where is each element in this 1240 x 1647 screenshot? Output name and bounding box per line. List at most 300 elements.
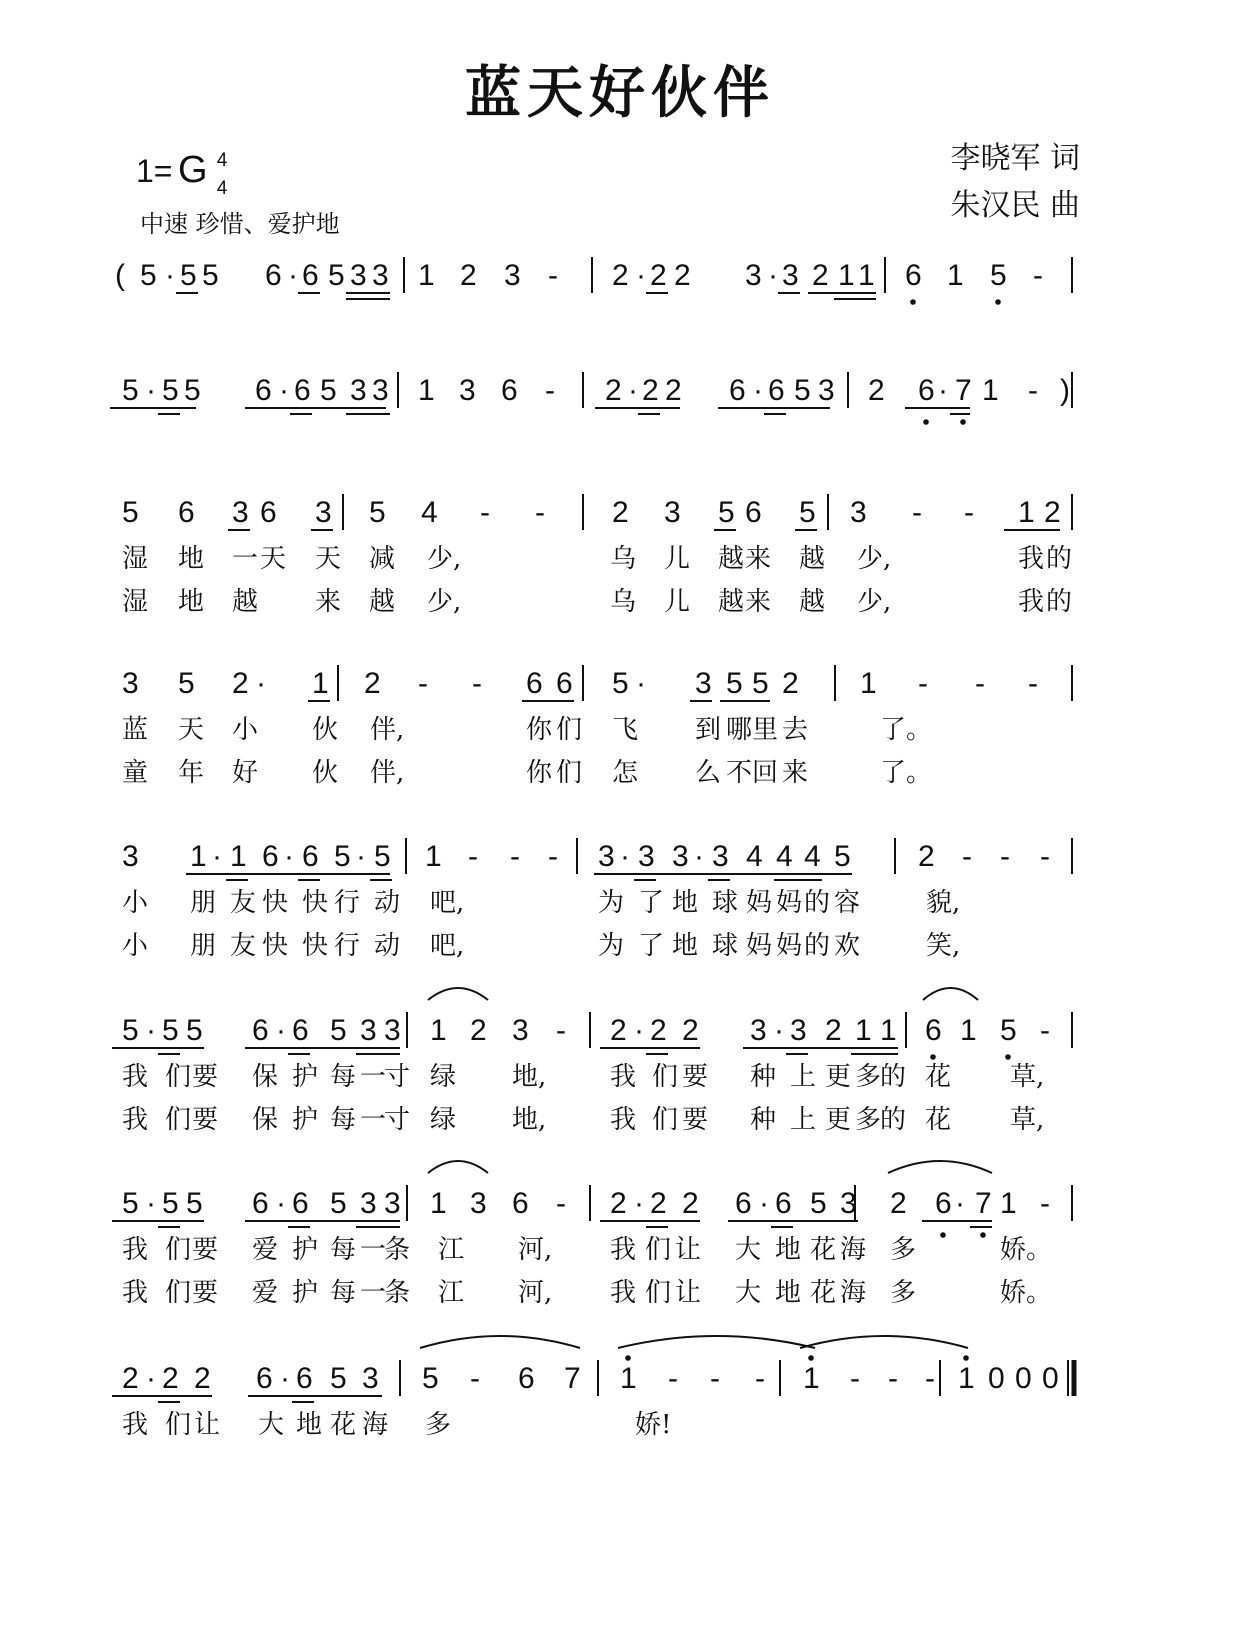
lyric-syllable-verse2: 来 [745,587,772,617]
lyric-syllable-verse2: 童 [122,758,149,788]
note: · [938,374,948,407]
note: · [753,374,763,407]
lyric-syllable-verse2: 每 [330,1278,357,1308]
note: 3 [695,667,712,700]
note: 6 [255,374,272,407]
lyric-syllable-verse2: 们 [165,1278,192,1308]
lyric-syllable: 小 [122,888,149,918]
lyric-syllable-verse2: 地 [672,931,699,961]
lyric-syllable-verse2: 少, [857,587,892,617]
note: · [774,1014,784,1047]
lyric-syllable: 多 [890,1235,917,1265]
note: 5 [330,1362,347,1395]
lyric-syllable: 上 [790,1062,817,1092]
note: 3 [384,1187,401,1220]
low-octave-dot [940,1232,946,1238]
note: 5 [374,840,391,873]
note: 5 [162,1014,179,1047]
lyric-syllable-verse2: 为 [598,931,625,961]
lyric-syllable: 一 [232,544,259,574]
lyric-syllable-verse2: 小 [122,931,149,961]
lyric-syllable: 地 [296,1410,323,1440]
note: 1 [190,840,207,873]
lyric-syllable: 我 [610,1235,637,1265]
note: 6 [918,374,935,407]
lyric-syllable: 让 [675,1235,702,1265]
lyric-syllable: 们 [556,715,583,745]
high-octave-dot [963,1355,969,1361]
note: 6 [935,1187,952,1220]
lyric-syllable-verse2: 保 [252,1105,279,1135]
note: 5 [184,374,201,407]
lyric-syllable-verse2: 了 [638,931,665,961]
note: - [510,840,520,873]
note: 1 [958,1362,975,1395]
lyric-syllable-verse2: 多 [890,1278,917,1308]
note: - [1040,840,1050,873]
note: 1 [1018,496,1035,529]
note: 2 [194,1362,211,1395]
note: - [1028,667,1038,700]
lyric-syllable-verse2: 来 [782,758,809,788]
lyric-syllable: 哪 [726,715,753,745]
lyric-syllable-verse2: 湿 [122,587,149,617]
note: 6 [256,1362,273,1395]
lyric-syllable: 友 [230,888,257,918]
lyric-syllable-verse2: 们 [556,758,583,788]
note: - [472,667,482,700]
lyric-syllable-verse2: 条 [384,1278,411,1308]
lyric-syllable-verse2: 友 [230,931,257,961]
note: 6 [905,259,922,292]
note: 2 [682,1187,699,1220]
note: 5 [1000,1014,1017,1047]
note: 3 [782,259,799,292]
lyric-syllable: 里 [752,715,779,745]
lyric-syllable-verse2: 伙 [312,758,339,788]
lyric-syllable: 来 [745,544,772,574]
note: · [212,840,222,873]
note: 3 [122,840,139,873]
note: 5 [810,1187,827,1220]
note: 3 [459,374,476,407]
note: 5 [178,667,195,700]
lyric-syllable: 多 [855,1062,882,1092]
lyric-syllable: 地 [672,888,699,918]
low-octave-dot [960,419,966,425]
note: 5 [794,374,811,407]
lyric-syllable: 快 [302,888,329,918]
note: - [962,840,972,873]
note: 3 [712,840,729,873]
note: 2 [674,259,691,292]
note: · [636,667,646,700]
song-title: 蓝天好伙伴 [465,60,775,126]
lyric-syllable-verse2: 你 [526,758,553,788]
lyric-syllable-verse2: 儿 [664,587,691,617]
note: 5 [330,1187,347,1220]
note: 5 [122,1014,139,1047]
lyric-syllable: 爱 [252,1235,279,1265]
note: 5 [990,259,1007,292]
note: - [912,496,922,529]
lyric-syllable: 海 [840,1235,867,1265]
note: 5 [162,374,179,407]
note: 1 [855,1014,872,1047]
note: 4 [804,840,821,873]
lyric-syllable: 们 [165,1062,192,1092]
lyric-syllable: 我 [610,1062,637,1092]
lyric-syllable: 我 [1018,544,1045,574]
lyric-syllable: 的 [804,888,831,918]
note: 6 [294,374,311,407]
lyric-syllable-verse2: 每 [330,1105,357,1135]
score-structure [110,257,1074,1402]
key-signature [136,149,228,199]
note: 6 [302,840,319,873]
note: 3 [512,1014,529,1047]
lyric-syllable: 条 [384,1235,411,1265]
note: 3 [360,1014,377,1047]
meter-top: 4 [216,150,228,171]
lyric-syllable-verse2: 回 [752,758,779,788]
lyric-syllable: 天 [260,544,287,574]
note: 6 [252,1014,269,1047]
lyric-syllable: 蓝 [122,715,149,745]
note: 6 [775,1187,792,1220]
lyric-syllable: 球 [712,888,739,918]
note: 7 [564,1362,581,1395]
note: 6 [526,667,543,700]
lyric-syllable-verse2: 更 [825,1105,852,1135]
note: 3 [470,1187,487,1220]
note: 6 [178,496,195,529]
note: 2 [650,1187,667,1220]
note: 1 [960,1014,977,1047]
note: 5 [422,1362,439,1395]
note: · [146,1187,156,1220]
note: · [284,840,294,873]
note: 3 [790,1014,807,1047]
lyric-syllable: 每 [330,1062,357,1092]
lyric-syllable: 要 [682,1062,709,1092]
lyric-syllable: 要 [192,1235,219,1265]
note: - [925,1362,935,1395]
lyric-syllable-verse2: 笑, [926,931,961,961]
note: 1 [312,667,329,700]
slur-arc [420,1336,580,1348]
note: 1 [430,1187,447,1220]
lyric-syllable-verse2: 爱 [252,1278,279,1308]
composer-credit: 朱汉民 曲 [950,188,1080,223]
lyric-syllable: 湿 [122,544,149,574]
note: 6 [292,1014,309,1047]
note: ( [115,259,125,292]
lyric-syllable: 娇! [635,1410,672,1440]
lyric-syllable: 保 [252,1062,279,1092]
lyric-syllable: 吧, [430,888,465,918]
note: 4 [421,496,438,529]
note: · [165,259,175,292]
lyric-syllable-verse2: 要 [682,1105,709,1135]
note: 5 [162,1187,179,1220]
note: - [668,1362,678,1395]
note: 4 [746,840,763,873]
note: 3 [372,259,389,292]
note: 2 [812,259,829,292]
lyric-syllable: 绿 [430,1062,457,1092]
note: - [888,1362,898,1395]
lyric-syllable-verse2: 海 [840,1278,867,1308]
lyric-syllable: 我 [122,1410,149,1440]
note: 0 [988,1362,1005,1395]
lyric-syllable: 妈 [746,888,773,918]
note: · [280,1362,290,1395]
note: - [556,1014,566,1047]
lyric-syllable-verse2: 的 [880,1105,907,1135]
lyric-syllable-verse2: 的 [804,931,831,961]
lyric-syllable: 江 [438,1235,465,1265]
note: 5 [612,667,629,700]
lyric-syllable: 越 [718,544,745,574]
note: 1 [860,667,877,700]
lyricist-credit: 李晓军 词 [950,141,1080,176]
lyric-syllable-verse2: 地 [775,1278,802,1308]
lyric-syllable-verse2: 越 [718,587,745,617]
note: 0 [1015,1362,1032,1395]
note: 2 [612,496,629,529]
lyric-syllable-verse2: 花 [925,1105,952,1135]
low-octave-dot [995,299,1001,305]
note: 3 [372,374,389,407]
note: 5 [330,1014,347,1047]
lyric-syllable: 们 [165,1410,192,1440]
lyric-syllable-verse2: 动 [374,931,401,961]
note: - [1028,374,1038,407]
lyric-syllable: 们 [652,1062,679,1092]
lyric-syllable-verse2: 大 [735,1278,762,1308]
lyric-syllable: 多 [425,1410,452,1440]
note: - [755,1362,765,1395]
lyric-syllable: 草, [1010,1062,1045,1092]
lyric-syllable: 了 [638,888,665,918]
lyric-syllable-verse2: 我 [122,1105,149,1135]
tie-arc [428,1161,488,1173]
note: 1 [425,840,442,873]
note: 3 [232,496,249,529]
score-notes [115,259,1073,1395]
lyric-syllable-verse2: 一 [360,1105,387,1135]
lyric-syllable: 种 [750,1062,777,1092]
note: 3 [362,1362,379,1395]
note: 2 [460,259,477,292]
lyric-syllable: 让 [194,1410,221,1440]
note: - [468,840,478,873]
lyric-syllable: 了。 [880,715,933,745]
high-octave-dot [625,1355,631,1361]
note: 5 [140,259,157,292]
lyric-syllable-verse2: 么 [695,758,722,788]
lyric-syllable-verse2: 年 [178,758,205,788]
note: - [964,496,974,529]
note: 1 [1000,1187,1017,1220]
note: 1 [803,1362,820,1395]
note: 3 [350,259,367,292]
lyric-syllable: 更 [825,1062,852,1092]
lyric-syllable-verse2: 护 [292,1278,319,1308]
lyric-syllable: 我 [122,1235,149,1265]
note: 2 [682,1014,699,1047]
note: · [694,840,704,873]
note: 6 [925,1014,942,1047]
lyric-syllable-verse2: 草, [1010,1105,1045,1135]
lyric-syllable: 朋 [190,888,217,918]
note: 2 [918,840,935,873]
note: 5 [369,496,386,529]
note: 6 [262,840,279,873]
lyric-syllable-verse2: 球 [712,931,739,961]
note: 1 [947,259,964,292]
lyric-syllable: 容 [834,888,861,918]
lyric-syllable: 的 [1046,544,1073,574]
lyric-syllable-verse2: 一 [360,1278,387,1308]
lyric-syllable: 动 [374,888,401,918]
note: 3 [598,840,615,873]
note: 6 [512,1187,529,1220]
note: 3 [672,840,689,873]
note: · [955,1187,965,1220]
note: - [1000,840,1010,873]
note: 1 [230,840,247,873]
note: - [548,840,558,873]
note: 5 [180,259,197,292]
lyric-syllable: 为 [598,888,625,918]
note: 2 [610,1187,627,1220]
low-octave-dot [930,1054,936,1060]
note: 1 [838,259,855,292]
note: 5 [334,840,351,873]
tie-arc [923,988,978,1000]
lyric-syllable: 越 [799,544,826,574]
lyric-syllable-verse2: 要 [192,1278,219,1308]
lyric-syllable: 行 [334,888,361,918]
lyric-syllable-verse2: 欢 [834,931,861,961]
lyric-syllable-verse2: 江 [438,1278,465,1308]
note: 2 [605,374,622,407]
note: · [356,840,366,873]
lyric-syllable: 一 [360,1062,387,1092]
note: 1 [430,1014,447,1047]
note: 5 [834,840,851,873]
lyric-syllable: 护 [292,1062,319,1092]
note: 6 [729,374,746,407]
key-letter: G [178,149,208,191]
lyric-syllable: 去 [782,715,809,745]
lyric-syllable-verse2: 越 [799,587,826,617]
lyric-syllable: 大 [258,1410,285,1440]
note: · [768,259,778,292]
note: 3 [850,496,867,529]
lyric-syllable: 天 [178,715,205,745]
lyric-syllable-verse2: 花 [810,1278,837,1308]
lyric-syllable: 花 [810,1235,837,1265]
note: 2 [1044,496,1061,529]
note: - [535,496,545,529]
note: 3 [638,840,655,873]
lyric-syllable: 少, [427,544,462,574]
note: 3 [384,1014,401,1047]
lyric-syllable: 们 [165,1235,192,1265]
lyric-syllable: 花 [330,1410,357,1440]
lyric-syllable: 海 [362,1410,389,1440]
note: 6 [518,1362,535,1395]
note: · [146,1014,156,1047]
note: · [620,840,630,873]
note: · [288,259,298,292]
note: 3 [360,1187,377,1220]
low-octave-dot [923,419,929,425]
note: 6 [768,374,785,407]
low-octave-dot [980,1232,986,1238]
lyric-syllable-verse2: 们 [652,1105,679,1135]
note: - [548,259,558,292]
lyric-syllable-verse2: 伴, [370,758,405,788]
lyric-syllable-verse2: 上 [790,1105,817,1135]
lyric-syllable: 妈 [776,888,803,918]
note: · [146,1362,156,1395]
meter-bottom: 4 [216,178,228,199]
lyric-syllable: 地, [512,1062,547,1092]
note: - [1033,259,1043,292]
note: 5 [320,374,337,407]
note: 5 [718,496,735,529]
note: - [975,667,985,700]
slur-arc [800,1336,968,1348]
lyric-syllable-verse2: 怎 [612,758,639,788]
lyric-syllable: 儿 [664,544,691,574]
note: - [710,1362,720,1395]
note: · [628,374,638,407]
note: 1 [620,1362,637,1395]
tie-arc [428,988,488,1000]
lyric-syllable-verse2: 我 [122,1278,149,1308]
lyric-syllable-verse2: 妈 [746,931,773,961]
note: · [759,1187,769,1220]
lyric-syllable: 到 [695,715,722,745]
note: 6 [735,1187,752,1220]
lyric-syllable: 减 [369,544,396,574]
lyric-syllable-verse2: 越 [232,587,259,617]
lyric-syllable: 快 [262,888,289,918]
note: 2 [364,667,381,700]
lyric-syllable: 每 [330,1235,357,1265]
note: 2 [122,1362,139,1395]
note: 5 [122,496,139,529]
lyric-syllable-verse2: 快 [262,931,289,961]
note: 3 [840,1187,857,1220]
note: 5 [752,667,769,700]
lyric-syllable-verse2: 河, [518,1278,553,1308]
note: 6 [302,259,319,292]
low-octave-dot [910,299,916,305]
note: ) [1060,374,1070,407]
note: 1 [418,374,435,407]
note: 6 [252,1187,269,1220]
note: 6 [556,667,573,700]
slur-arc [888,1161,992,1173]
lyric-syllable-verse2: 不 [726,758,753,788]
note: 3 [818,374,835,407]
